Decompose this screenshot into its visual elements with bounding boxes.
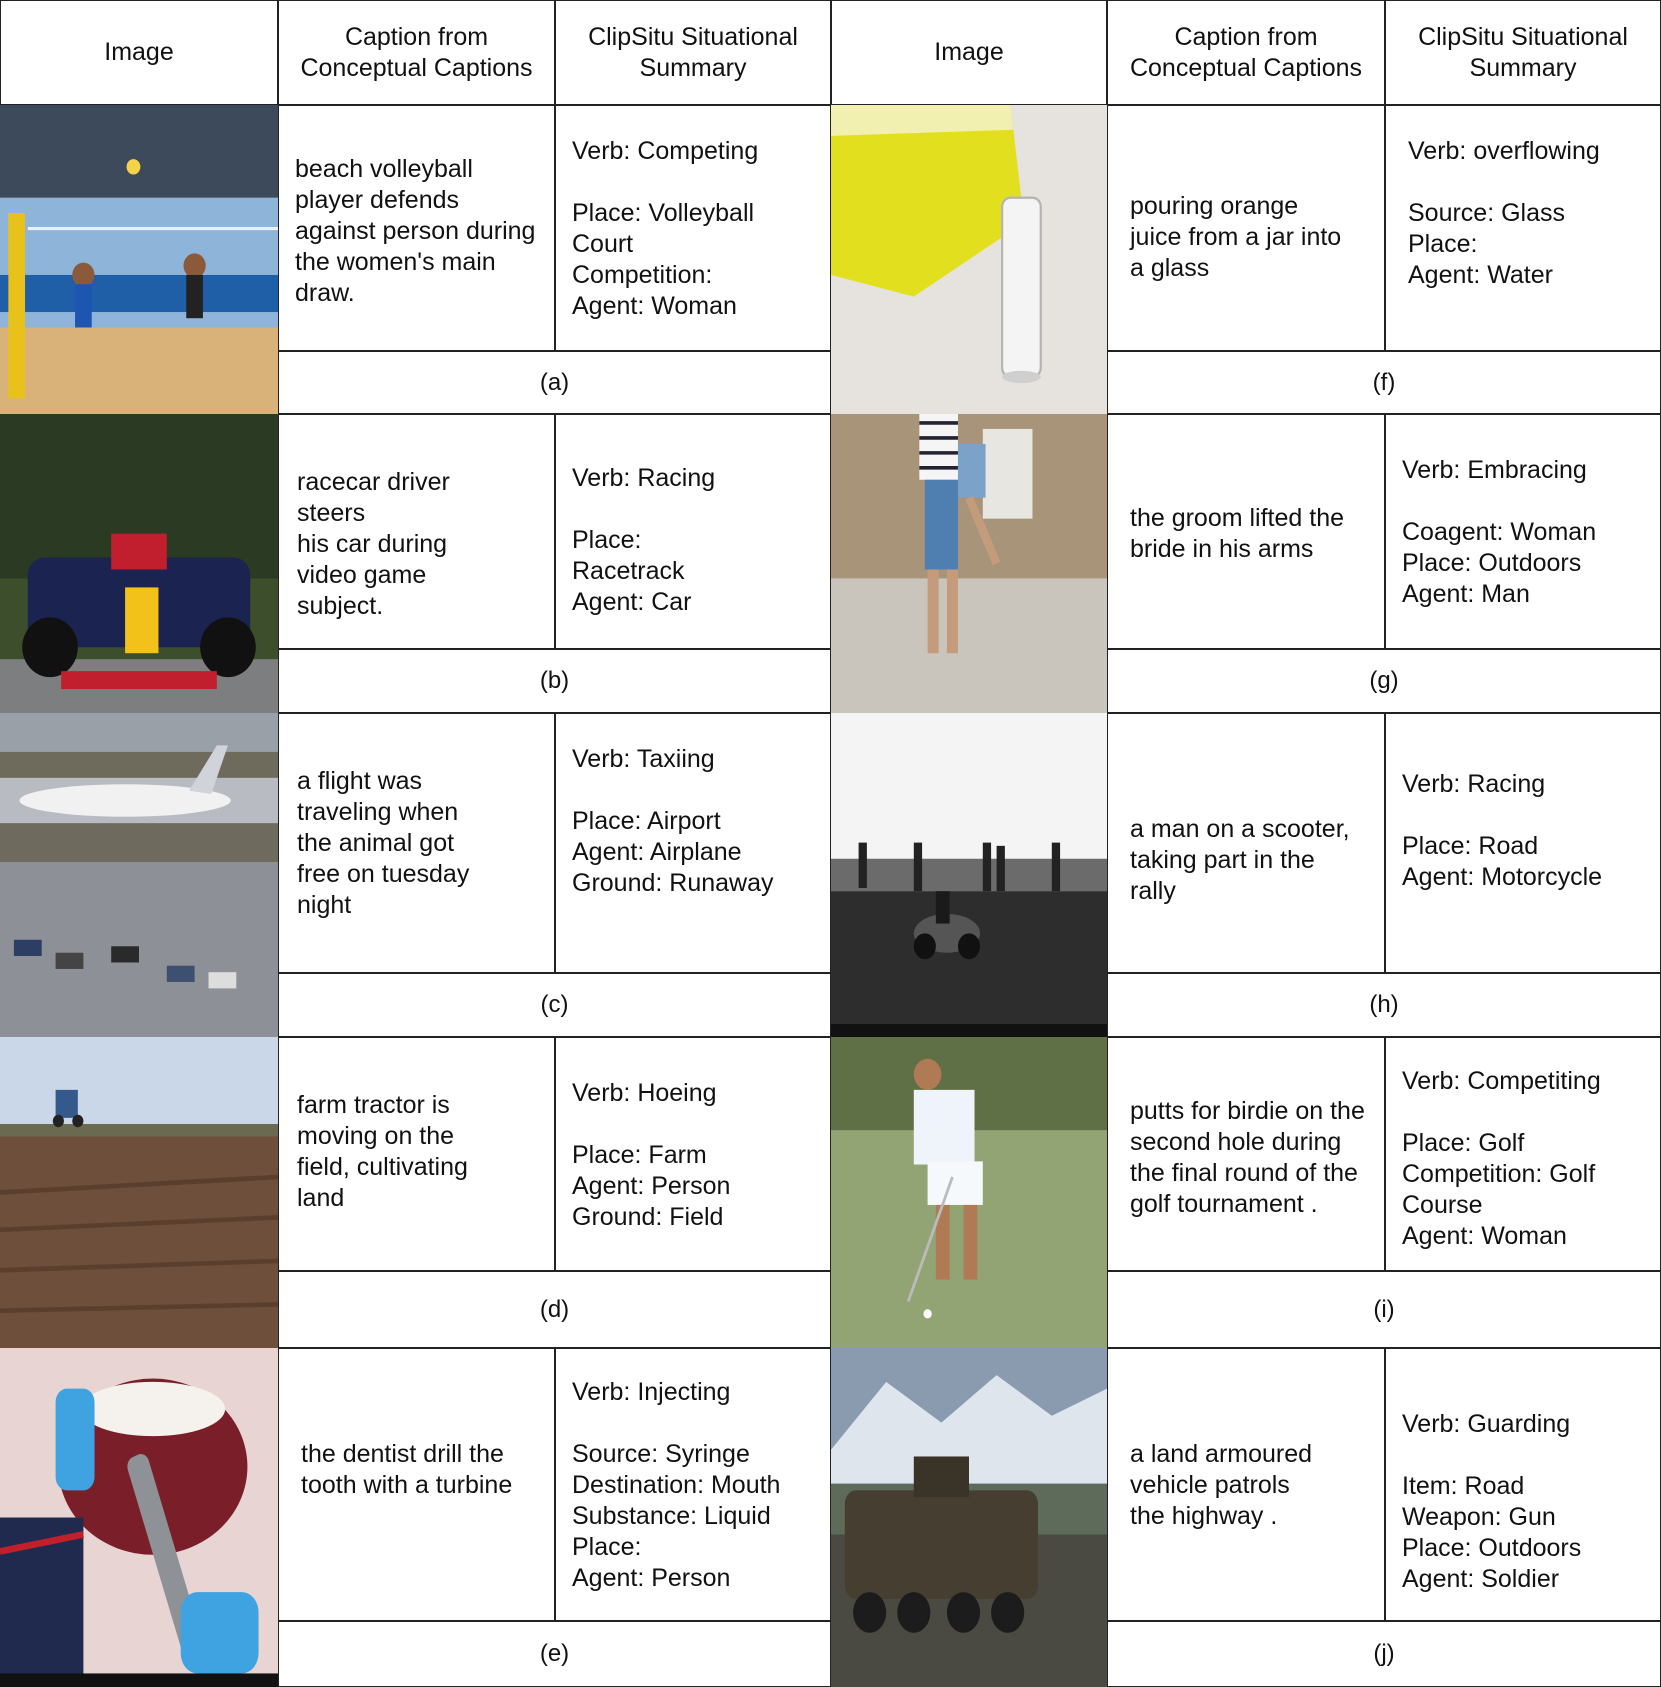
orange-juice-glass-photo	[831, 105, 1107, 414]
summary-cell-f	[1385, 105, 1661, 351]
caption-cell-d	[278, 1037, 555, 1271]
caption-cell-h	[1107, 713, 1385, 973]
airport-airplane-photo	[0, 713, 278, 1037]
caption-text: putts for birdie on the second hole during the final round of the golf tournament .	[1130, 1097, 1365, 1218]
scooter-rally-photo-graphic	[831, 713, 1107, 1037]
summary-cell-c	[555, 713, 831, 973]
caption-cell-f	[1107, 105, 1385, 351]
header-image: Image	[0, 0, 278, 105]
caption-cell-e	[278, 1348, 555, 1621]
summary-text: Verb: overflowing Source: Glass Place: Agent: Water	[1408, 137, 1600, 289]
summary-text: Verb: Racing Place: Road Agent: Motorcycle	[1402, 770, 1603, 891]
dentist-drill-photo-graphic	[0, 1348, 278, 1687]
armoured-vehicle-photo	[831, 1348, 1107, 1687]
groom-lifting-bride-photo-graphic	[831, 414, 1107, 713]
caption-text: farm tractor is moving on the field, cultivating land	[297, 1091, 468, 1212]
armoured-vehicle-photo-graphic	[831, 1348, 1107, 1687]
header-image: Image	[831, 0, 1107, 105]
summary-text: Verb: Racing Place: Racetrack Agent: Car	[572, 464, 716, 616]
subfigure-label-b: (b)	[278, 649, 831, 713]
subfigure-label-c: (c)	[278, 973, 831, 1037]
beach-volleyball-photo	[0, 105, 278, 414]
summary-cell-d	[555, 1037, 831, 1271]
golfer-putting-photo	[831, 1037, 1107, 1348]
summary-cell-b	[555, 414, 831, 649]
caption-text: racecar driver steers his car during video game subject.	[297, 468, 450, 620]
caption-text: a land armoured vehicle patrols the highway .	[1130, 1440, 1313, 1530]
caption-cell-g	[1107, 414, 1385, 649]
summary-text: Verb: Hoeing Place: Farm Agent: Person Ground: Field	[572, 1079, 731, 1231]
subfigure-label-j: (j)	[1107, 1621, 1661, 1687]
racecar-photo	[0, 414, 278, 713]
subfigure-label-f: (f)	[1107, 351, 1661, 414]
dentist-drill-photo	[0, 1348, 278, 1687]
caption-cell-a	[278, 105, 555, 351]
subfigure-label-a: (a)	[278, 351, 831, 414]
airport-airplane-photo-graphic	[0, 713, 278, 1037]
summary-cell-a	[555, 105, 831, 351]
caption-text: pouring orange juice from a jar into a glass	[1130, 192, 1342, 282]
subfigure-label-i: (i)	[1107, 1271, 1661, 1348]
caption-text: a flight was traveling when the animal got free on tuesday night	[297, 767, 470, 919]
orange-juice-glass-photo-graphic	[831, 105, 1107, 414]
header-summary: ClipSitu Situational Summary	[555, 0, 831, 105]
header-caption: Caption from Conceptual Captions	[1107, 0, 1385, 105]
subfigure-label-h: (h)	[1107, 973, 1661, 1037]
caption-text: the groom lifted the bride in his arms	[1130, 504, 1345, 563]
summary-text: Verb: Competing Place: Volleyball Court Competition: Agent: Woman	[572, 137, 759, 320]
caption-cell-j	[1107, 1348, 1385, 1621]
summary-cell-i	[1385, 1037, 1661, 1271]
summary-text: Verb: Competiting Place: Golf Competition: Golf Course Agent: Woman	[1402, 1067, 1601, 1250]
summary-cell-j	[1385, 1348, 1661, 1621]
summary-text: Verb: Guarding Item: Road Weapon: Gun Place: Outdoors Agent: Soldier	[1402, 1410, 1582, 1593]
beach-volleyball-photo-graphic	[0, 105, 278, 414]
golfer-putting-photo-graphic	[831, 1037, 1107, 1348]
caption-text: beach volleyball player defends against person during the women's main draw.	[295, 155, 536, 307]
summary-cell-h	[1385, 713, 1661, 973]
header-summary: ClipSitu Situational Summary	[1385, 0, 1661, 105]
summary-text: Verb: Embracing Coagent: Woman Place: Outdoors Agent: Man	[1402, 456, 1597, 608]
scooter-rally-photo	[831, 713, 1107, 1037]
summary-cell-e	[555, 1348, 831, 1621]
caption-cell-i	[1107, 1037, 1385, 1271]
caption-text: the dentist drill the tooth with a turbine	[301, 1440, 513, 1499]
summary-cell-g	[1385, 414, 1661, 649]
caption-cell-c	[278, 713, 555, 973]
subfigure-label-g: (g)	[1107, 649, 1661, 713]
subfigure-label-e: (e)	[278, 1621, 831, 1687]
summary-text: Verb: Injecting Source: Syringe Destination: Mouth Substance: Liquid Place: Agent: Person	[572, 1378, 781, 1592]
summary-text: Verb: Taxiing Place: Airport Agent: Airplane Ground: Runaway	[572, 745, 774, 897]
caption-cell-b	[278, 414, 555, 649]
subfigure-label-d: (d)	[278, 1271, 831, 1348]
header-caption: Caption from Conceptual Captions	[278, 0, 555, 105]
racecar-photo-graphic	[0, 414, 278, 713]
farm-tractor-photo	[0, 1037, 278, 1348]
farm-tractor-photo-graphic	[0, 1037, 278, 1348]
groom-lifting-bride-photo	[831, 414, 1107, 713]
caption-text: a man on a scooter, taking part in the rally	[1130, 815, 1350, 905]
